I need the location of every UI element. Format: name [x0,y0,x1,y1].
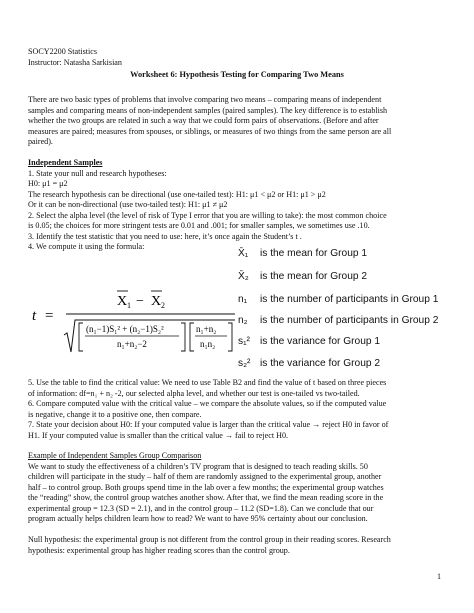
formula-right-den: n₁n₂ [200,339,216,349]
step-line: is negative, change it to a positive one, then compare. [28,409,202,419]
step-line: The research hypothesis can be directional (use one-tailed test): H1: μ1 < μ2 or H1: μ1 > μ2 [28,189,326,199]
formula-minus: − [136,294,144,309]
formula-t: t [32,308,37,324]
step-line: H0: μ1 = μ2 [28,179,68,188]
formula-x1: X [117,294,128,309]
example-line: program actually helps children learn how to read? We want to have 95% certainty about our conclusion. [28,514,368,523]
example-line: the “reading” show, the control group watches another show. After that, we find the mean reading score in the [28,493,384,502]
legend-symbol: n₂ [238,315,248,326]
legend-text: is the variance for Group 1 [260,336,381,347]
step-line: 7. State your decision about H0: If your computed value is larger than the critical value → reject H0 in favor of [28,420,389,429]
step-line: 2. Select the alpha level (the level of risk of Type I error that you are willing to take): the most common choice [28,210,387,220]
section-heading-independent: Independent Samples [28,158,103,167]
intro-line: whether the two groups are related in such a way that we could form pairs of observations. (Before and after [28,116,379,125]
step-line: 6. Compare computed value with the critical value – we compare the absolute values, so if the computed value [28,399,387,408]
intro-line: samples and comparing means of non-independent samples (paired samples). The key difference is to establish [28,105,388,115]
legend-text: is the mean for Group 1 [260,248,368,259]
example-line: children will participate in the study – half of them are randomly assigned to the experimental group, another [28,472,382,481]
null-hypothesis-line: Null hypothesis: the experimental group is not different from the control group in their reading scores. Research [28,535,391,544]
step-line: Or it can be non-directional (use two-tailed test): H1: μ1 ≠ μ2 [28,200,228,209]
example-line: half – to control group. Both groups spend time in the lab over a few months; the experimental group watches [28,482,384,492]
legend-symbol: s₁² [238,336,250,347]
legend-text: is the mean for Group 2 [260,271,368,282]
formula-den-den: n₁+n₂−2 [117,339,147,349]
formula-den-num: (n₁−1)S₁² + (n₂−1)S₂² [86,324,164,334]
step-line: is 0.05; the choices for more stringent tests are 0.01 and .001; for smaller samples, we sometimes use .10. [28,221,370,230]
legend-text: is the number of participants in Group 2 [260,315,439,326]
legend-text: is the number of participants in Group 1 [260,294,439,305]
legend-symbol: X̄₂ [238,271,249,282]
formula-equals: = [45,308,54,324]
intro-line: There are two basic types of problems that involve comparing two means – comparing means of independent [28,95,382,104]
formula-sub1: 1 [127,301,131,310]
course-line: SOCY2200 Statistics [28,47,98,56]
legend-row [238,315,438,326]
instructor-line: Instructor: Natasha Sarkisian [28,57,122,67]
example-line: We want to study the effectiveness of a children’s TV program that is designed to teach reading skills. 50 [28,461,368,471]
step-line: 4. We compute it using the formula: [28,242,145,251]
worksheet-title: Worksheet 6: Hypothesis Testing for Comparing Two Means [130,70,344,79]
legend-row [238,294,438,305]
formula-right-num: n₁+n₂ [196,324,217,334]
legend-row [238,358,380,369]
formula-x2: X [151,294,162,309]
t-formula [28,285,238,355]
legend-text: is the variance for Group 2 [260,358,381,369]
legend-row [238,271,367,282]
step-line: H1. If your computed value is smaller than the critical value → fail to reject H0. [28,430,289,440]
null-hypothesis-line: hypothesis: experimental group has higher reading scores than the control group. [28,545,290,555]
example-line: experimental group = 12.3 (SD = 2.1), and in the control group – 11.2 (SD=1.8). Can we conclude that our [28,503,374,513]
step-line: 5. Use the table to find the critical value: We need to use Table B2 and find the value of t based on three pieces [28,378,387,387]
example-heading: Example of Independent Samples Group Comparison [28,451,202,460]
intro-line: measures are paired; measures from spouses, or siblings, or measures of two things from the same person are all [28,126,392,136]
intro-line: paired). [28,137,53,146]
legend-row [238,336,380,347]
formula-sub2: 2 [161,301,165,310]
step-line: of information: df=n₁ + n₂ -2, our selected alpha level, and whether our test is one-tailed vs two-tailed. [28,388,360,398]
legend-symbol: s₂² [238,358,251,369]
step-line: 3. Identify the test statistic that you need to use: here, it’s once again the Student’s t . [28,231,302,241]
legend-row [238,248,367,259]
legend-symbol: X̄₁ [238,248,249,259]
step-line: 1. State your null and research hypotheses: [28,168,167,178]
legend-symbol: n₁ [238,294,248,305]
page-number: 1 [437,572,441,581]
